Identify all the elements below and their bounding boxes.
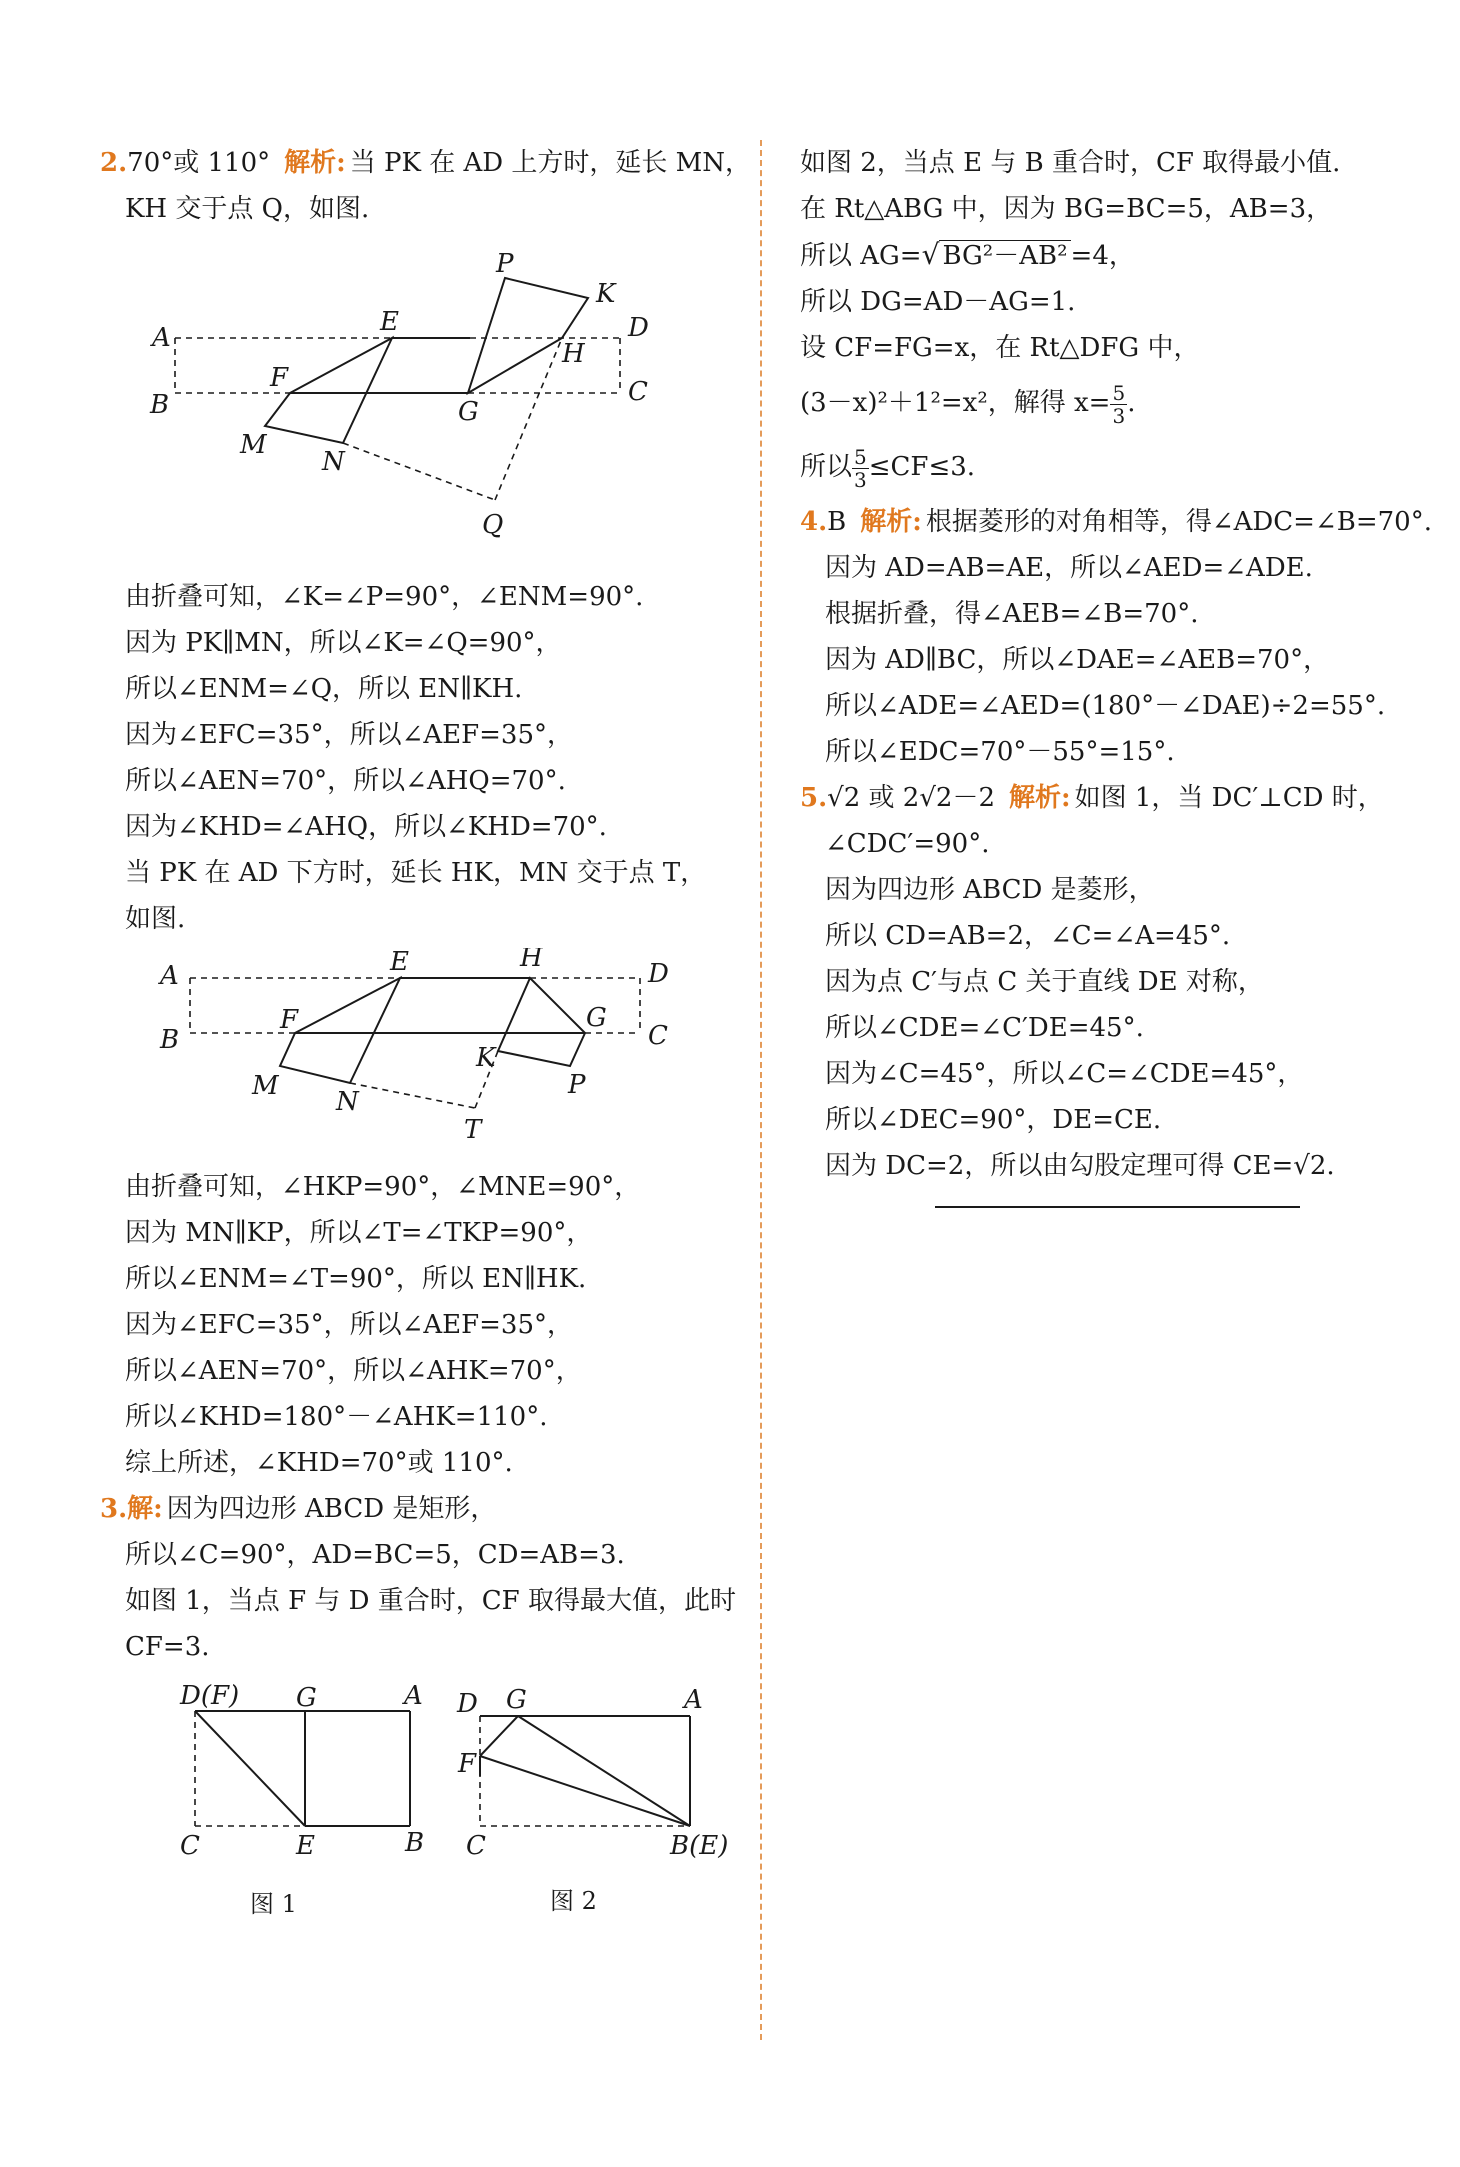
label: T (464, 1115, 482, 1145)
q5-text: ∠CDC′=90°. (825, 829, 990, 859)
q5-text: 所以∠CDE=∠C′DE=45°. (825, 1013, 1144, 1043)
eq-post: . (1127, 388, 1136, 418)
seg-nt (350, 1083, 475, 1108)
q3-cont-text: 设 CF=FG=x，在 Rt△DFG 中， (800, 333, 1200, 363)
q5-text: 所以∠DEC=90°，DE=CE. (825, 1105, 1162, 1135)
q2-figure-1 (100, 238, 760, 568)
q3-figures-svg (100, 1676, 760, 1886)
label: A (404, 1681, 423, 1711)
label: H (520, 948, 543, 973)
q3-fig2-caption: 图 2 (550, 1887, 597, 1915)
q3-tag: 解: (127, 1494, 163, 1524)
label: A (160, 961, 179, 991)
label: E (296, 1831, 315, 1861)
q2-text: 所以∠AEN=70°，所以∠AHK=70°， (125, 1356, 582, 1386)
label: B (160, 1025, 180, 1055)
seg-nq (343, 443, 495, 500)
q2-figure-2-svg (100, 948, 760, 1158)
label: C (648, 1021, 668, 1051)
q3-fig1-caption: 图 1 (250, 1890, 297, 1918)
q3-text: CF=3. (125, 1632, 210, 1662)
q5-header (800, 775, 1460, 821)
q2-text: 由折叠可知，∠K=∠P=90°，∠ENM=90°. (125, 582, 644, 612)
q2-text: 所以∠ENM=∠T=90°，所以 EN∥HK. (125, 1264, 587, 1294)
seg-qh (495, 338, 562, 500)
sqrt-body: BG²－AB² (939, 240, 1070, 271)
label: A (684, 1685, 703, 1715)
label: N (322, 447, 345, 477)
q5-figure-1 (800, 1195, 1460, 1480)
column-divider (760, 140, 762, 2040)
label: N (336, 1087, 359, 1117)
q5-figure-1-svg (800, 1195, 1460, 1440)
q2-text: 由折叠可知，∠HKP=90°，∠MNE=90°， (125, 1172, 641, 1202)
seg-fb (480, 1756, 690, 1826)
q3-cont-text: 所以 DG=AD－AG=1. (800, 287, 1076, 317)
label: G (296, 1683, 317, 1713)
frac-den: 3 (854, 467, 867, 492)
q2-text: 因为 PK∥MN，所以∠K=∠Q=90°， (125, 628, 562, 658)
q4-text: 因为 AD=AB=AE，所以∠AED=∠ADE. (825, 553, 1313, 583)
frac-den: 3 (1112, 403, 1126, 428)
label: D(F) (180, 1681, 240, 1711)
label: K (596, 279, 616, 309)
label: B(E) (670, 1831, 729, 1861)
res-pre: 所以 (800, 452, 853, 482)
q3-cont-text: 在 Rt△ABG 中，因为 BG=BC=5，AB=3， (800, 194, 1333, 224)
q3-figures (100, 1676, 760, 1926)
label: Q (482, 510, 504, 540)
q4-answer: B (827, 507, 847, 537)
q5-line1: 如图 1，当 DC′⊥CD 时， (1074, 783, 1384, 813)
q3-text: 所以∠C=90°，AD=BC=5，CD=AB=3. (125, 1540, 625, 1570)
q2-line1: 当 PK 在 AD 上方时，延长 MN， (349, 148, 751, 178)
left-column (100, 140, 760, 1932)
q5-text: 因为 DC=2，所以由勾股定理可得 CE=√2. (825, 1151, 1335, 1181)
sqrt-post: =4， (1070, 241, 1135, 271)
q2-text: 因为 MN∥KP，所以∠T=∠TKP=90°， (125, 1218, 593, 1248)
right-column (800, 140, 1460, 1486)
label: F (270, 363, 289, 393)
seg-fg (480, 1716, 518, 1756)
q5-text: 因为∠C=45°，所以∠C=∠CDE=45°， (825, 1059, 1304, 1089)
res-post: ≤CF≤3. (868, 452, 976, 482)
q2-text: 所以∠ENM=∠Q，所以 EN∥KH. (125, 674, 523, 704)
label: F (280, 1005, 299, 1035)
q3-sqrt-line (800, 232, 1460, 279)
label: K (476, 1043, 496, 1073)
q2-tag: 解析: (284, 148, 346, 178)
label: M (240, 430, 267, 460)
eq-pre: (3－x)²＋1²=x²，解得 x= (800, 388, 1111, 418)
q5-text: 所以 CD=AB=2，∠C=∠A=45°. (825, 921, 1231, 951)
q5-text: 因为四边形 ABCD 是菱形， (825, 875, 1155, 905)
label: A (152, 323, 171, 353)
label: G (586, 1003, 607, 1033)
q5-text: 因为点 C′与点 C 关于直线 DE 对称， (825, 967, 1264, 997)
q3-header (100, 1486, 760, 1532)
label: E (390, 948, 409, 977)
q3-result (800, 435, 1460, 499)
seg-fe (195, 1711, 305, 1826)
quad-ghkp (468, 278, 588, 393)
label: M (252, 1071, 279, 1101)
q2-answer: 70°或 110° (127, 148, 271, 178)
seg-gb (518, 1716, 690, 1826)
q2-text: 如图. (125, 904, 186, 934)
q3-text: 如图 1，当点 F 与 D 重合时，CF 取得最大值，此时 (125, 1586, 736, 1616)
label: C (180, 1831, 200, 1861)
q2-number: 2. (100, 148, 128, 178)
q4-header (800, 499, 1460, 545)
q4-tag: 解析: (860, 507, 922, 537)
label: C (628, 377, 648, 407)
q2-text: 因为∠KHD=∠AHQ，所以∠KHD=70°. (125, 812, 607, 842)
quad-ghkp (498, 978, 585, 1066)
q2-header (100, 140, 760, 186)
q5-tag: 解析: (1009, 783, 1071, 813)
label: F (458, 1749, 477, 1779)
q3-line1: 因为四边形 ABCD 是矩形， (166, 1494, 497, 1524)
eq-fraction (1110, 382, 1127, 427)
q2-text: 所以∠KHD=180°－∠AHK=110°. (125, 1402, 548, 1432)
frac-num: 5 (854, 444, 867, 469)
q4-line1: 根据菱形的对角相等，得∠ADC=∠B=70°. (925, 507, 1432, 537)
label: H (562, 339, 585, 369)
q2-text: 因为∠EFC=35°，所以∠AEF=35°， (125, 1310, 574, 1340)
label: B (405, 1828, 425, 1858)
frac-num: 5 (1112, 380, 1126, 405)
res-fraction (852, 446, 869, 491)
label: G (506, 1685, 527, 1715)
q5-number: 5. (800, 783, 828, 813)
q4-text: 根据折叠，得∠AEB=∠B=70°. (825, 599, 1199, 629)
label: D (648, 959, 669, 989)
q3-cont-text: 如图 2，当点 E 与 B 重合时，CF 取得最小值. (800, 148, 1341, 178)
q2-text: 当 PK 在 AD 下方时，延长 HK，MN 交于点 T， (125, 858, 707, 888)
q5-answer: √2 或 2√2－2 (827, 783, 995, 813)
q2-figure-2 (100, 948, 760, 1158)
q4-text: 所以∠EDC=70°－55°=15°. (825, 737, 1175, 767)
label: D (628, 313, 649, 343)
label: P (496, 249, 514, 279)
label: E (380, 307, 399, 337)
label: P (568, 1070, 586, 1100)
q4-text: 所以∠ADE=∠AED=(180°－∠DAE)÷2=55°. (825, 691, 1386, 721)
sqrt-pre: 所以 AG= (800, 241, 922, 271)
q2-text: 因为∠EFC=35°，所以∠AEF=35°， (125, 720, 574, 750)
q4-number: 4. (800, 507, 828, 537)
label: B (150, 390, 170, 420)
label: C (466, 1831, 486, 1861)
q2-figure-1-svg (100, 238, 760, 568)
label: D (457, 1689, 478, 1719)
q2-line2: KH 交于点 Q，如图. (125, 194, 370, 224)
q3-number: 3. (100, 1494, 128, 1524)
q2-text: 综上所述，∠KHD=70°或 110°. (125, 1448, 513, 1478)
q3-equation (800, 371, 1460, 435)
label: G (458, 397, 479, 427)
q4-text: 因为 AD∥BC，所以∠DAE=∠AEB=70°， (825, 645, 1330, 675)
q2-text: 所以∠AEN=70°，所以∠AHQ=70°. (125, 766, 566, 796)
sqrt-sign: √ (921, 238, 940, 271)
